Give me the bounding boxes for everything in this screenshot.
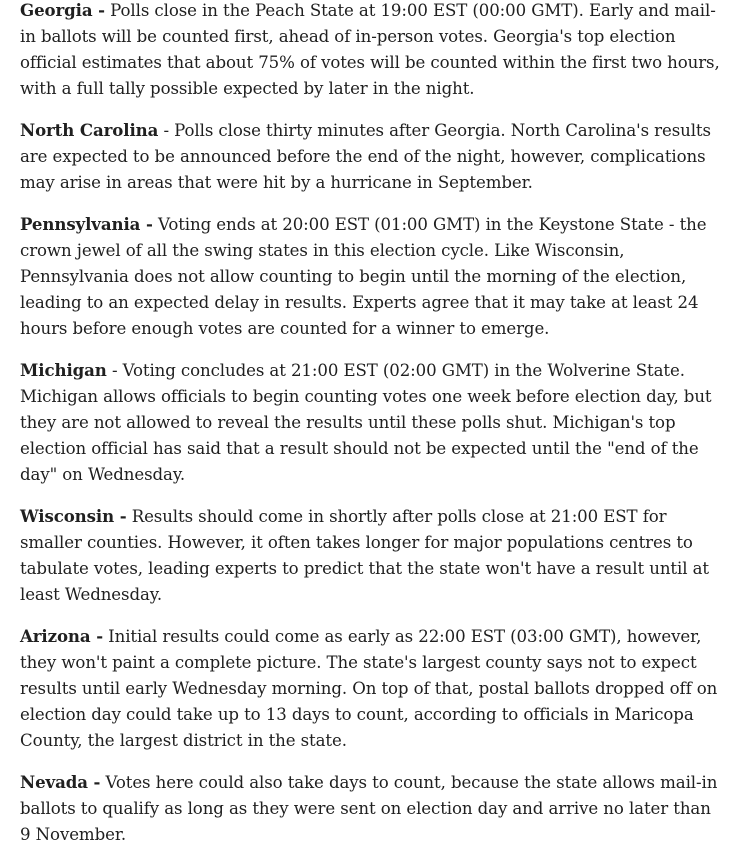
paragraph-text-georgia: Polls close in the Peach State at 19:00 EST (00:00 GMT). Early and mail-in ballots will be counted first, ahead of in-person votes. Georgia's top election official estimates that about 75% of votes will be counted within the first two hours, with a full tally possible expected by later in the night. [20, 1, 720, 98]
state-name-wisconsin: Wisconsin - [20, 506, 127, 526]
paragraph-north-carolina [20, 117, 723, 196]
paragraph-michigan [20, 357, 723, 488]
paragraph-text-pennsylvania: Voting ends at 20:00 EST (01:00 GMT) in the Keystone State - the crown jewel of all the swing states in this election cycle. Like Wisconsin, Pennsylvania does not allow counting to begin until the morning of the election, leading to an expected delay in results. Experts agree that it may take at least 24 hours before enough votes are counted for a winner to emerge. [20, 215, 707, 338]
paragraph-pennsylvania [20, 211, 723, 342]
paragraph-wisconsin [20, 503, 723, 608]
paragraph-text-michigan: - Voting concludes at 21:00 EST (02:00 GMT) in the Wolverine State. Michigan allows officials to begin counting votes one week before election day, but they are not allowed to reveal the results until these polls shut. Michigan's top election official has said that a result should not be expected until the "end of the day" on Wednesday. [20, 361, 712, 484]
state-name-pennsylvania: Pennsylvania - [20, 214, 153, 234]
paragraph-text-wisconsin: Results should come in shortly after polls close at 21:00 EST for smaller counties. However, it often takes longer for major populations centres to tabulate votes, leading experts to predict that the state won't have a result until at least Wednesday. [20, 507, 709, 604]
state-name-georgia: Georgia - [20, 0, 105, 20]
state-name-nevada: Nevada - [20, 772, 101, 792]
paragraph-text-north-carolina: - Polls close thirty minutes after Georgia. North Carolina's results are expected to be announced before the end of the night, however, complications may arise in areas that were hit by a hurricane in September. [20, 121, 711, 192]
state-name-arizona: Arizona - [20, 626, 103, 646]
state-name-michigan: Michigan [20, 360, 107, 380]
paragraph-nevada [20, 769, 723, 848]
paragraph-text-nevada: Votes here could also take days to count, because the state allows mail-in ballots to qualify as long as they were sent on election day and arrive no later than 9 November. [20, 773, 718, 844]
paragraph-text-arizona: Initial results could come as early as 22:00 EST (03:00 GMT), however, they won't paint a complete picture. The state's largest county says not to expect results until early Wednesday morning. On top of that, postal ballots dropped off on election day could take up to 13 days to count, according to officials in Maricopa County, the largest district in the state. [20, 627, 718, 750]
paragraph-arizona [20, 623, 723, 754]
paragraph-georgia [20, 0, 723, 102]
state-name-north-carolina: North Carolina [20, 120, 159, 140]
